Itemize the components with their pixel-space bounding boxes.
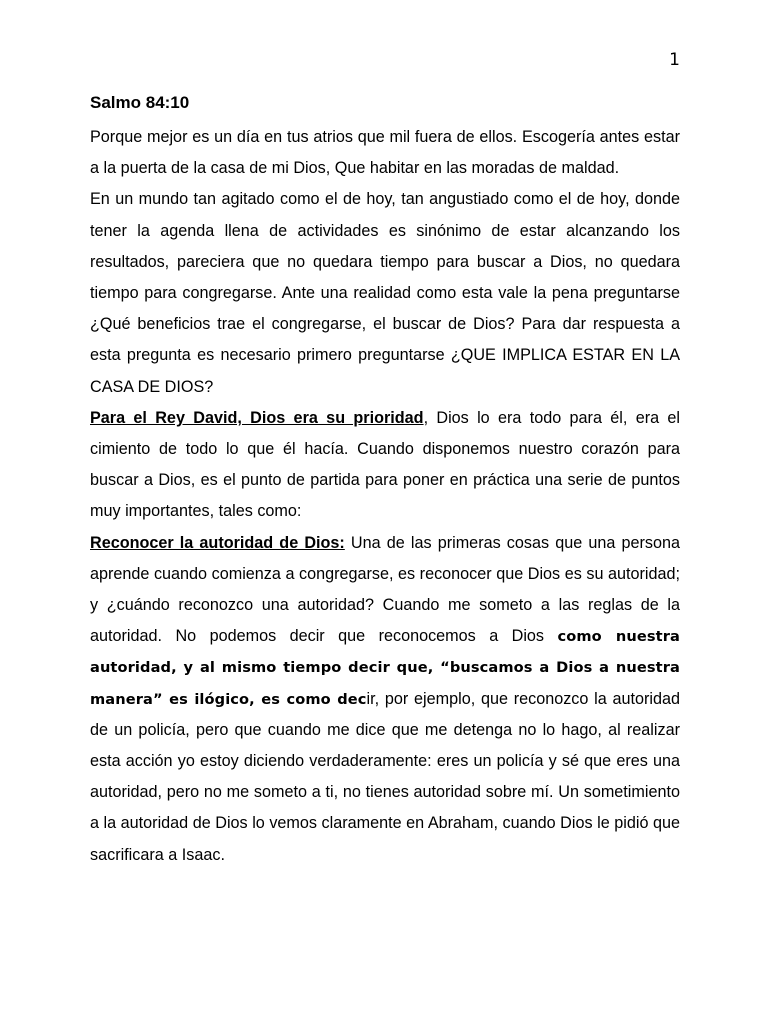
paragraph-introduction: En un mundo tan agitado como el de hoy, tan angustiado como el de hoy, donde tener la agenda llena de actividades es sinónimo de estar alcanzando los resultados, pareciera que no quedara tiempo para buscar a Dios, no quedara tiempo para congregarse. Ante una realidad como esta vale la pena preguntarse ¿Qué beneficios trae el congregarse, el buscar de Dios? Para dar respuesta a esta pregunta es necesario primero preguntarse ¿QUE IMPLICA ESTAR EN LA CASA DE DIOS? <box>90 190 680 396</box>
document-body <box>90 90 680 871</box>
paragraph-recognize-authority <box>90 528 680 871</box>
paragraph-text: Una de las primeras cosas que una persona aprende cuando comienza a congregarse, es reconocer que Dios es su autoridad; y ¿cuándo reconozco una autoridad? Cuando me someto a las reglas de la autoridad. No podemos decir que reconocemos a Dios <box>90 533 680 646</box>
paragraph-text: ir, por ejemplo, que reconozco la autoridad de un policía, pero que cuando me dice que me detenga no lo hago, al realizar esta acción yo estoy diciendo verdaderamente: eres un policía y sé que eres una autoridad, pero no me someto a ti, no tienes autoridad sobre mí. Un sometimiento a la autoridad de Dios lo vemos claramente en Abraham, cuando Dios le pidió que sacrificara a Isaac. <box>90 689 680 864</box>
paragraph-psalm-verse: Porque mejor es un día en tus atrios que mil fuera de ellos. Escogería antes estar a la puerta de la casa de mi Dios, Que habitar en las moradas de maldad. <box>90 128 680 178</box>
underlined-lead-authority: Reconocer la autoridad de Dios: <box>90 533 345 552</box>
page-number: 1 <box>669 50 680 70</box>
underlined-lead-david: Para el Rey David, Dios era su prioridad <box>90 408 424 427</box>
paragraph-david-priority <box>90 403 680 528</box>
bold-phrase: como nuestra autoridad, y al mismo tiempo decir que, “buscamos a Dios a nuestra manera” es ilógico, es como dec <box>90 628 681 708</box>
paragraph-text: , Dios lo era todo para él, era el cimiento de todo lo que él hacía. Cuando disponemos nuestro corazón para buscar a Dios, es el punto de partida para poner en práctica una serie de puntos muy importantes, tales como: <box>90 408 681 521</box>
document-heading: Salmo 84:10 <box>90 93 190 112</box>
